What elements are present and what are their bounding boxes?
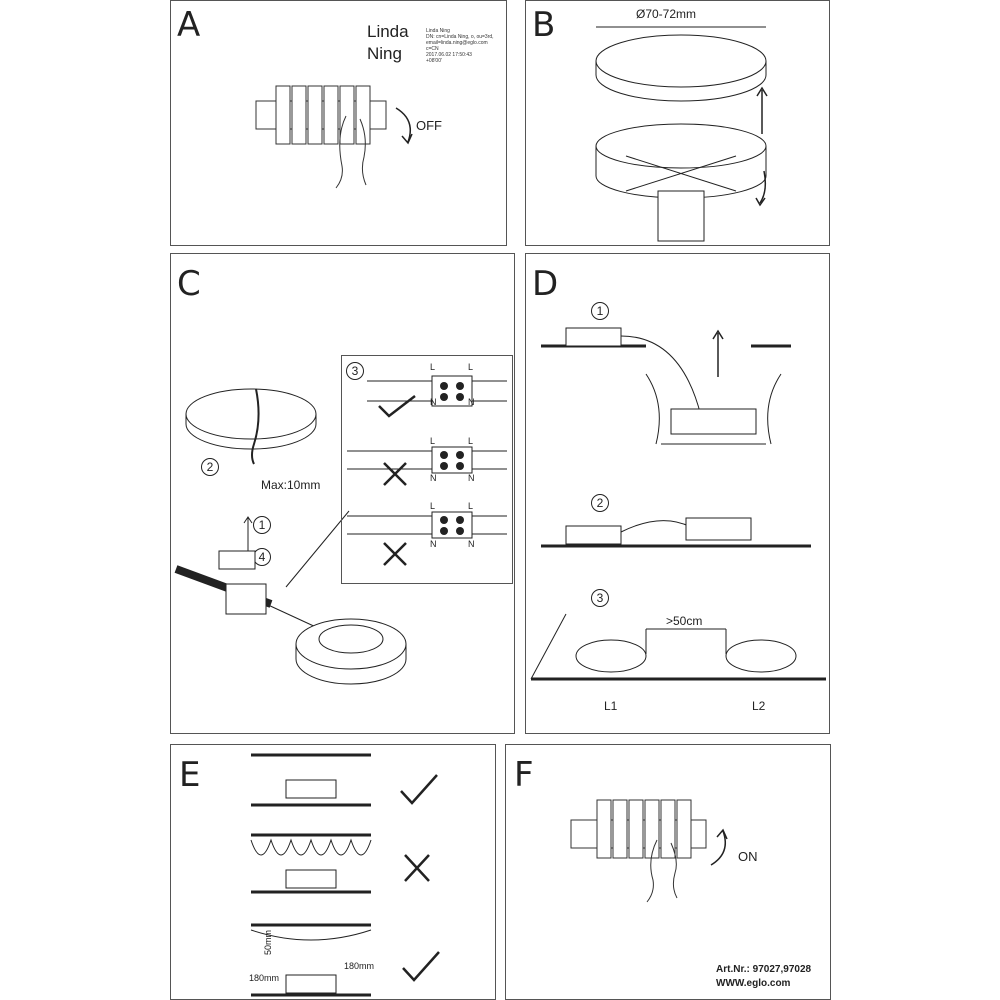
panel-letter: D — [532, 264, 559, 304]
panel-c — [170, 253, 515, 734]
terminal-l-label: L — [430, 501, 436, 511]
panel-d — [525, 253, 830, 734]
terminal-n-label: N — [468, 397, 475, 407]
terminal-wrong-2 — [342, 506, 512, 546]
panel-letter: A — [177, 5, 201, 45]
rotate-arrow-icon — [706, 827, 736, 867]
website: WWW.eglo.com — [716, 978, 791, 989]
dim-180-right-label: 180mm — [344, 961, 375, 971]
step-number: 3 — [346, 362, 364, 380]
terminal-l-label: L — [430, 436, 436, 446]
driver-step1 — [536, 314, 826, 464]
terminal-l-label: L — [468, 362, 474, 372]
panel-letter: E — [179, 755, 201, 795]
step-number: 1 — [253, 516, 271, 534]
insulation-clearance — [241, 920, 381, 1000]
check-icon — [401, 950, 441, 982]
footer — [716, 963, 811, 991]
terminal-l-label: L — [468, 436, 474, 446]
panel-letter: C — [177, 264, 201, 304]
terminal-l-label: L — [430, 362, 436, 372]
step-number: 3 — [591, 589, 609, 607]
light-l1-label: L1 — [604, 699, 618, 713]
terminal-l-label: L — [468, 501, 474, 511]
terminal-n-label: N — [468, 539, 475, 549]
terminal-n-label: N — [430, 473, 437, 483]
signature-name: Linda Ning — [367, 22, 409, 63]
panel-e — [170, 744, 496, 1000]
panel-letter: B — [532, 5, 556, 45]
terminal-n-label: N — [430, 397, 437, 407]
panel-a — [170, 0, 507, 246]
lights-spacing — [526, 604, 831, 684]
on-label: ON — [738, 849, 758, 864]
wiring-inset — [341, 355, 513, 584]
driver-step2 — [536, 504, 826, 554]
check-icon — [399, 773, 439, 805]
terminal-n-label: N — [430, 539, 437, 549]
max-length-label: Max:10mm — [261, 478, 321, 492]
terminal-correct — [342, 366, 512, 426]
terminal-n-label: N — [468, 473, 475, 483]
art-number: Art.Nr.: 97027,97028 — [716, 964, 812, 975]
step-number: 2 — [591, 494, 609, 512]
dim-50-label: 50mm — [263, 929, 273, 955]
ceiling-disc — [586, 21, 776, 106]
hole-saw-icon — [586, 116, 786, 246]
insulation-ok — [241, 750, 381, 810]
step-number: 2 — [201, 458, 219, 476]
step-number: 1 — [591, 302, 609, 320]
cross-icon — [403, 853, 431, 883]
breaker-icon — [571, 795, 711, 905]
panel-f — [505, 744, 831, 1000]
light-l2-label: L2 — [752, 699, 766, 713]
step-number: 4 — [253, 548, 271, 566]
breaker-icon — [256, 81, 396, 191]
off-label: OFF — [416, 118, 442, 133]
panel-b — [525, 0, 830, 246]
diameter-label: Ø70-72mm — [636, 7, 697, 21]
terminal-wrong-1 — [342, 441, 512, 481]
cross-icon — [382, 461, 408, 487]
panel-letter: F — [514, 755, 534, 795]
distance-label: >50cm — [666, 614, 703, 628]
check-icon — [377, 394, 417, 419]
cross-icon — [382, 541, 408, 567]
signature-details: Linda Ning DN: cn=Linda Ning, o, ou=3rd, email=linda.ning@eglo.com c=CN 2017.06.02 17:50:43 +08'00' — [426, 28, 494, 64]
ceiling-hole — [181, 384, 331, 464]
arrow-up-icon — [712, 329, 724, 379]
dim-180-left-label: 180mm — [249, 973, 280, 983]
insulation-bad — [241, 830, 381, 900]
